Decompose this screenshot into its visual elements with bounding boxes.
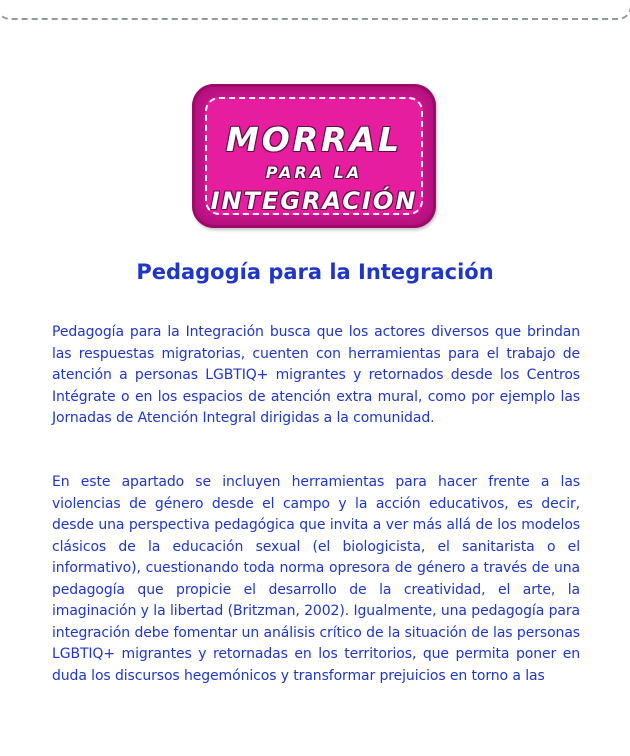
- paragraph-1: Pedagogía para la Integración busca que los actores diversos que brindan las respuestas migratorias, cuenten con herramientas para el trabajo de atención a personas LGBTIQ+ migrantes y retornados desde los Centros Intégrate o en los espacios de atención extra mural, como por ejemplo las Jornadas de Atención Integral dirigidas a la comunidad.: [52, 324, 580, 426]
- morral-logo: [192, 84, 436, 228]
- logo-line-2: PARA LA: [265, 163, 363, 182]
- paragraph-2: En este apartado se incluyen herramientas para hacer frente a las violencias de género desde el campo y la acción educativos, es decir, desde una perspectiva pedagógica que invita a ver más allá de los modelos clásicos de la educación sexual (el biologicista, el sanitarista o el informativo), cuestionando toda norma opresora de género a través de una pedagogía que propicie el desarrollo de la creatividad, el arte, la imaginación y la libertad (Britzman, 2002). Igualmente, una pedagogía para integración debe fomentar un análisis crítico de la situación de las personas LGBTIQ+ migrantes y retornadas en los territorios, que permita poner en duda los discursos hegemónicos y transformar prejuicios en torno a las: [52, 474, 580, 684]
- logo-stitching: [205, 97, 423, 215]
- section-title: Pedagogía para la Integración: [136, 260, 494, 284]
- dashed-page-border: [0, 0, 630, 20]
- logo-line-1: MORRAL: [225, 120, 403, 159]
- logo-line-3: INTEGRACIÓN: [210, 187, 418, 215]
